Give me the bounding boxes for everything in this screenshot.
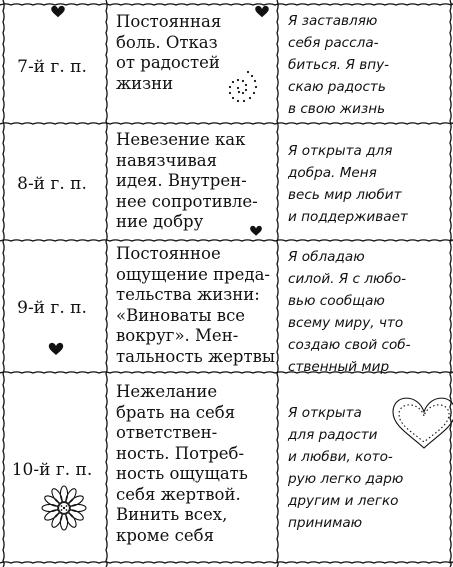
row-3-label: 9-й г. п.	[17, 297, 87, 318]
row-2-label: 8-й г. п.	[17, 174, 87, 194]
col-divider-1	[106, 0, 107, 567]
row-3-problem	[110, 244, 276, 370]
text-line: себя расслa-	[288, 35, 379, 51]
text-line: Я заставляю	[288, 13, 378, 29]
text-line: нее сопротивле-	[116, 191, 258, 211]
row-1-affirmation	[284, 10, 444, 122]
text-line: другим и легко	[288, 493, 399, 509]
text-line: от радостей	[116, 53, 220, 72]
text-line: рую легко дарю	[288, 471, 404, 487]
row-1-header	[2, 10, 102, 123]
row-1-problem	[110, 12, 270, 122]
text-line: ощущение преда-	[116, 264, 270, 284]
text-line: брать на себя	[116, 402, 236, 422]
text-line: ние добру	[116, 212, 204, 231]
text-line: жизни	[116, 73, 174, 93]
text-line: всему миру, что	[288, 315, 404, 331]
text-line: и любви, кото-	[288, 449, 393, 465]
text-line: Я обладаю	[288, 249, 365, 265]
row-3-header	[2, 245, 102, 370]
row-4-header	[2, 420, 102, 520]
text-line: Винить всех,	[116, 505, 228, 524]
row-1-label: 7-й г. п.	[17, 56, 87, 77]
text-line: ственный мир	[288, 359, 390, 375]
row-2-affirmation	[284, 140, 444, 236]
col-divider-right	[450, 0, 451, 567]
text-line: биться. Я впу-	[288, 57, 390, 73]
row-4-problem	[110, 382, 270, 560]
row-4-label: 10-й г. п.	[11, 460, 93, 480]
text-line: силой. Я с любо-	[288, 271, 407, 287]
text-line: тельства жизни:	[116, 285, 260, 304]
text-line: тальность жертвы	[116, 346, 276, 366]
text-line: в свою жизнь	[288, 101, 386, 117]
text-line: и поддерживает	[288, 209, 408, 225]
text-line: Я открыта для	[288, 143, 393, 159]
text-line: идея. Внутрен-	[116, 171, 247, 190]
text-line: вокруг». Мен-	[116, 326, 239, 345]
text-line: «Виноваты все	[116, 305, 246, 325]
col-divider-2	[277, 0, 278, 567]
text-line: навязчивая	[116, 150, 217, 170]
text-line: Невезение как	[116, 130, 246, 149]
row-2-header	[2, 128, 102, 240]
row-2-problem	[110, 130, 270, 238]
text-line: создаю свой соб-	[288, 337, 411, 353]
text-line: боль. Отказ	[116, 32, 218, 52]
text-line: Нежелание	[116, 382, 218, 401]
row-divider-1	[0, 123, 453, 124]
text-line: кроме себя	[116, 525, 215, 545]
text-line: весь мир любит	[288, 187, 402, 203]
text-line: ность. Потреб-	[116, 443, 245, 463]
text-line: ответствен-	[116, 423, 218, 442]
text-line: добра. Меня	[288, 165, 377, 181]
row-divider-top	[0, 4, 453, 5]
text-line: Я открыта	[288, 405, 362, 421]
text-line: ность ощущать	[116, 464, 248, 483]
text-line: для радости	[288, 427, 378, 443]
row-divider-bottom	[0, 562, 453, 563]
text-line: принимаю	[288, 515, 363, 531]
text-line: Постоянная	[116, 12, 222, 31]
text-line: Постоянное	[116, 244, 221, 263]
row-4-affirmation	[284, 402, 444, 542]
row-3-affirmation	[284, 246, 444, 375]
row-divider-2	[0, 240, 453, 241]
text-line: вью сообщаю	[288, 293, 385, 309]
text-line: скаю радость	[288, 79, 386, 95]
text-line: себя жертвой.	[116, 484, 241, 504]
